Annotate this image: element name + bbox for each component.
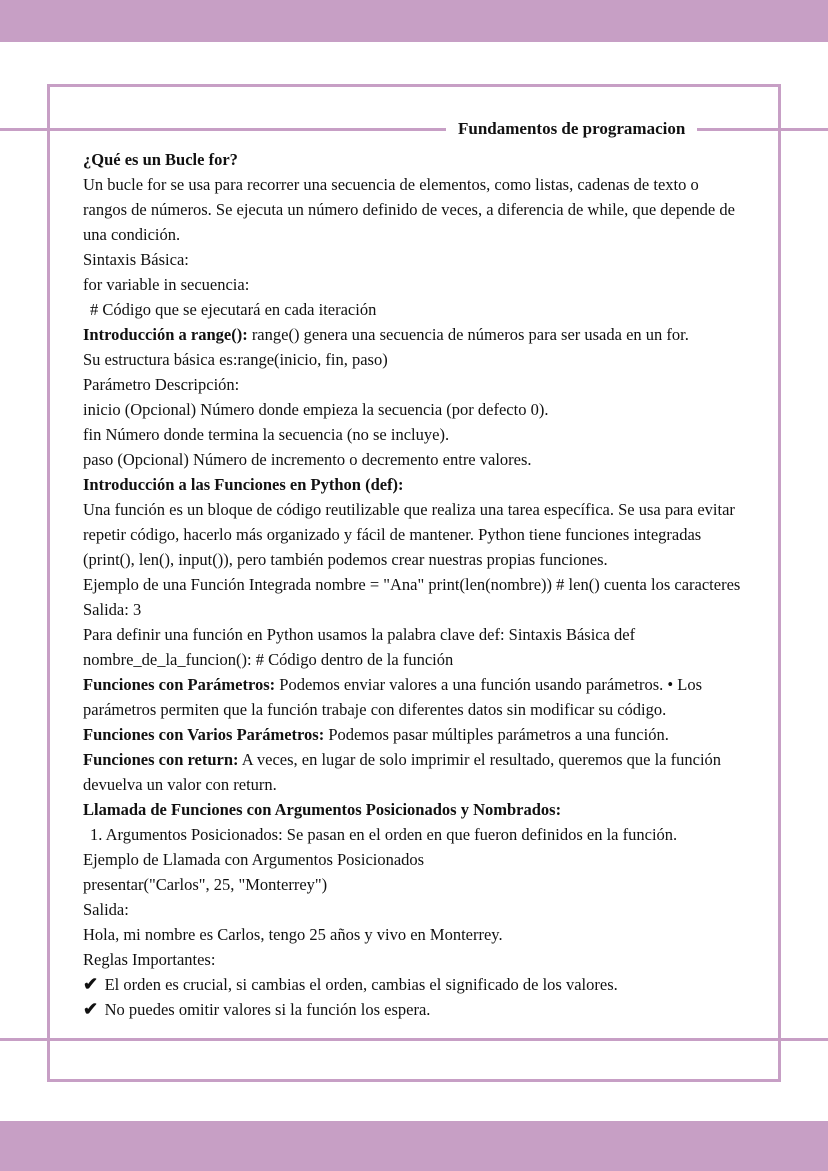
bold-text: Funciones con Parámetros: (83, 675, 276, 694)
heading (83, 147, 746, 172)
paragraph (83, 822, 746, 847)
paragraph (83, 897, 746, 922)
text-run: Una función es un bloque de código reutilizable que realiza una tarea específica. Se usa para evitar repetir código, hacerlo más organizado y fácil de mantener. Python tiene funciones integradas (print(), len(), input()), pero también podemos crear nuestras propias funciones. (83, 500, 735, 569)
paragraph (83, 872, 746, 897)
top-band (0, 0, 828, 42)
text-run: Podemos pasar múltiples parámetros a una función. (324, 725, 669, 744)
bold-text: Introducción a range(): (83, 325, 248, 344)
paragraph (83, 622, 746, 672)
text-run: Hola, mi nombre es Carlos, tengo 25 años y vivo en Monterrey. (83, 925, 503, 944)
check-line (83, 997, 746, 1022)
paragraph (83, 672, 746, 722)
check-line (83, 972, 746, 997)
text-run: No puedes omitir valores si la función los espera. (104, 1000, 431, 1019)
heading (83, 472, 746, 497)
document-body (83, 147, 746, 1022)
text-run: Para definir una función en Python usamos la palabra clave def: Sintaxis Básica def nombre_de_la_funcion(): # Código dentro de la función (83, 625, 636, 669)
bold-text: Llamada de Funciones con Argumentos Posicionados y Nombrados: (83, 800, 562, 819)
text-run: Parámetro Descripción: (83, 375, 240, 394)
text-run: A veces, en lugar de solo imprimir el resultado, queremos que la función devuelva un valor con return. (83, 750, 722, 794)
paragraph (83, 597, 746, 622)
bold-text: Funciones con Varios Parámetros: (83, 725, 325, 744)
paragraph (83, 397, 746, 422)
paragraph (83, 747, 746, 797)
paragraph (83, 422, 746, 447)
paragraph (83, 447, 746, 472)
text-run: 1. Argumentos Posicionados: Se pasan en el orden en que fueron definidos en la función. (90, 825, 678, 844)
text-run: Podemos enviar valores a una función usando parámetros. • Los parámetros permiten que la función trabaje con diferentes datos sin modificar su código. (83, 675, 703, 719)
bold-text: ¿Qué es un Bucle for? (83, 150, 238, 169)
text-run: Ejemplo de una Función Integrada nombre = "Ana" print(len(nombre)) # len() cuenta los caracteres (83, 575, 741, 594)
text-run: Salida: (83, 900, 129, 919)
bold-text: Funciones con return: (83, 750, 239, 769)
text-run: Su estructura básica es:range(inicio, fin, paso) (83, 350, 388, 369)
paragraph (83, 322, 746, 347)
paragraph (83, 297, 746, 322)
paragraph (83, 922, 746, 947)
text-run: range() genera una secuencia de números para ser usada en un for. (247, 325, 689, 344)
text-run: Sintaxis Básica: (83, 250, 189, 269)
bottom-band (0, 1121, 828, 1171)
text-run: El orden es crucial, si cambias el orden, cambias el significado de los valores. (104, 975, 618, 994)
text-run: Salida: 3 (83, 600, 142, 619)
heading (83, 797, 746, 822)
text-run: presentar("Carlos", 25, "Monterrey") (83, 875, 328, 894)
text-run: Ejemplo de Llamada con Argumentos Posicionados (83, 850, 425, 869)
bottom-rule-line (0, 1038, 828, 1041)
paragraph (83, 497, 746, 572)
page-title: Fundamentos de programacion (446, 116, 697, 142)
paragraph (83, 372, 746, 397)
paragraph (83, 247, 746, 272)
title-rule-line (0, 128, 828, 131)
text-run: # Código que se ejecutará en cada iteración (90, 300, 377, 319)
bold-text: Introducción a las Funciones en Python (def): (83, 475, 404, 494)
text-run: inicio (Opcional) Número donde empieza la secuencia (por defecto 0). (83, 400, 549, 419)
text-run: paso (Opcional) Número de incremento o decremento entre valores. (83, 450, 532, 469)
paragraph (83, 847, 746, 872)
text-run: Reglas Importantes: (83, 950, 216, 969)
paragraph (83, 947, 746, 972)
check-icon: ✔ (83, 974, 105, 994)
text-run: Un bucle for se usa para recorrer una secuencia de elementos, como listas, cadenas de texto o rangos de números. Se ejecuta un número definido de veces, a diferencia de while, que depende de una condición. (83, 175, 735, 244)
paragraph (83, 172, 746, 247)
check-icon: ✔ (83, 999, 105, 1019)
text-run: for variable in secuencia: (83, 275, 250, 294)
paragraph (83, 347, 746, 372)
paragraph (83, 722, 746, 747)
paragraph (83, 272, 746, 297)
text-run: fin Número donde termina la secuencia (no se incluye). (83, 425, 450, 444)
paragraph (83, 572, 746, 597)
title-row (0, 116, 828, 142)
